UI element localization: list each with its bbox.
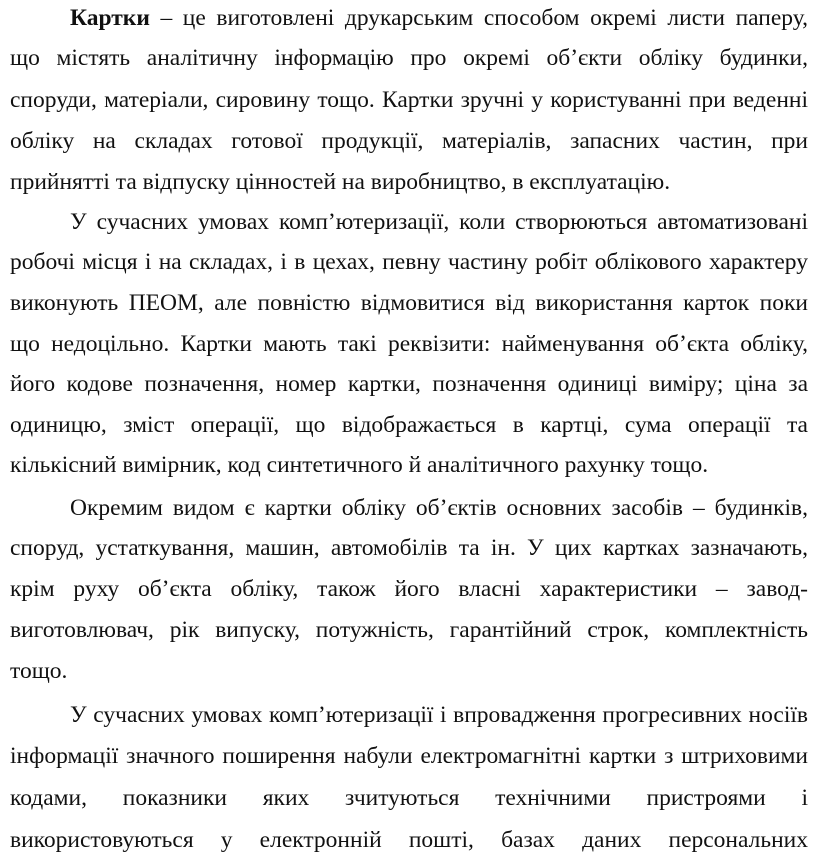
paragraph-2-line-2: робочі місця і на складах, і в цехах, певну частину робіт облікового характеру — [10, 249, 808, 275]
paragraph-2-line-4: що недоцільно. Картки мають такі реквізити: найменування об’єкта обліку, — [10, 331, 808, 357]
paragraph-3-line-3: крім руху об’єкта обліку, також його власні характеристики – завод- — [10, 576, 808, 602]
paragraph-1-line-1 — [70, 0, 808, 36]
paragraph-1-line-2: що містять аналітичну інформацію про окремі об’єкти обліку будинки, — [10, 45, 808, 71]
paragraph-1-line-3: споруди, матеріали, сировину тощо. Картки зручні у користуванні при веденні — [10, 87, 808, 113]
paragraph-3-line-5: тощо. — [10, 658, 68, 684]
paragraph-3-line-1: Окремим видом є картки обліку об’єктів основних засобів – будинків, — [70, 495, 808, 521]
paragraph-2-line-6: одиницю, зміст операції, що відображається в картці, сума операції та — [10, 412, 808, 438]
paragraph-3-line-4: виготовлювач, рік випуску, потужність, гарантійний строк, комплектність — [10, 617, 808, 643]
paragraph-2-line-3: виконують ПЕОМ, але повністю відмовитися від використання карток поки — [10, 290, 808, 316]
paragraph-3-line-2: споруд, устаткування, машин, автомобілів та ін. У цих картках зазначають, — [10, 535, 808, 561]
paragraph-4-line-2: інформації значного поширення набули електромагнітні картки з штриховими — [10, 743, 808, 769]
paragraph-4-line-3: кодами, показники яких зчитуються технічними пристроями і — [10, 785, 808, 811]
paragraph-2-line-5: його кодове позначення, номер картки, позначення одиниці виміру; ціна за — [10, 371, 808, 397]
paragraph-1-line-1-text: – це виготовлені друкарським способом окремі листи паперу, — [149, 5, 808, 31]
paragraph-1-line-5: прийнятті та відпуску цінностей на виробництво, в експлуатацію. — [10, 169, 671, 195]
term-kartky: Картки — [70, 5, 150, 31]
paragraph-1-line-4: обліку на складах готової продукції, матеріалів, запасних частин, при — [10, 128, 808, 154]
paragraph-4-line-1: У сучасних умовах комп’ютеризації і впровадження прогресивних носіїв — [70, 702, 808, 728]
paragraph-2-line-7: кількісний вимірник, код синтетичного й аналітичного рахунку тощо. — [10, 452, 709, 478]
paragraph-2-line-1: У сучасних умовах комп’ютеризації, коли створюються автоматизовані — [70, 209, 808, 235]
paragraph-4-line-4: використовуються у електронній пошті, базах даних персональних — [10, 827, 808, 853]
